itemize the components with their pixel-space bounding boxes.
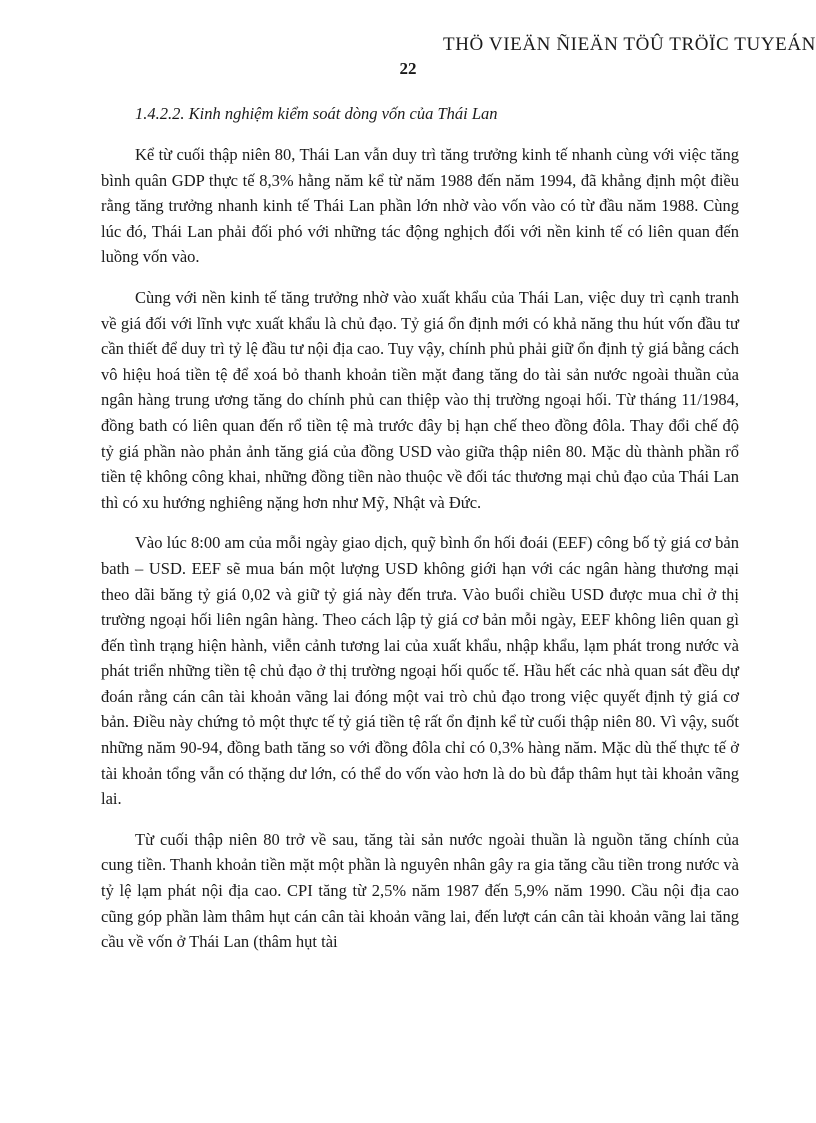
paragraph: Kể từ cuối thập niên 80, Thái Lan vẫn duy trì tăng trưởng kinh tế nhanh cùng với việc tăng bình quân GDP thực tế 8,3% hằng năm kể từ năm 1988 đến năm 1994, đã khẳng định một điều rằng tăng trưởng nhanh kinh tế Thái Lan phần lớn nhờ vào vốn vào có từ đầu năm 1988. Cùng lúc đó, Thái Lan phải đối phó với những tác động nghịch đối với nền kinh tế có liên quan đến luồng vốn vào. — [101, 145, 739, 267]
section-heading: 1.4.2.2. Kinh nghiệm kiểm soát dòng vốn của Thái Lan — [135, 104, 498, 123]
paragraph: Cùng với nền kinh tế tăng trưởng nhờ vào xuất khẩu của Thái Lan, việc duy trì cạnh tranh về giá đối với lĩnh vực xuất khẩu là chủ đạo. Tỷ giá ổn định mới có khả năng thu hút vốn đầu tư cần thiết để duy trì tỷ lệ đầu tư nội địa cao. Tuy vậy, chính phủ phải giữ ổn định tỷ giá bằng cách vô hiệu hoá tiền tệ để xoá bỏ thanh khoản tiền mặt đang tăng do tài sản nước ngoài thuần của ngân hàng trung ương tăng do chính phủ can thiệp vào thị trường ngoại hối. Từ tháng 11/1984, đồng bath có liên quan đến rổ tiền tệ mà trước đây bị hạn chế theo đồng đôla. Thay đổi chế độ tỷ giá phần nào phản ảnh tăng giá của đồng USD vào giữa thập niên 80. Mặc dù thành phần rổ tiền tệ không công khai, những đồng tiền nào thuộc về đối tác thương mại chủ đạo của Thái Lan thì có xu hướng nghiêng nặng hơn như Mỹ, Nhật và Đức. — [101, 287, 739, 512]
page-number: 22 — [399, 59, 417, 78]
body-text — [101, 142, 739, 970]
library-header: THÖ VIEÄN ÑIEÄN TÖÛ TRÖÏC TUYEÁN — [443, 34, 816, 55]
paragraph: Vào lúc 8:00 am của mỗi ngày giao dịch, quỹ bình ổn hối đoái (EEF) công bố tỷ giá cơ bản bath – USD. EEF sẽ mua bán một lượng USD không giới hạn với các ngân hàng thương mại theo dãi băng tỷ giá 0,02 và giữ tỷ giá này đến trưa. Vào buổi chiều USD được mua chỉ ở thị trường ngoại hối liên ngân hàng. Theo cách lập tỷ giá cơ bản mỗi ngày, EEF không liên quan gì đến tình trạng hiện hành, viễn cảnh tương lai của xuất khẩu, nhập khẩu, lạm phát trong nước và phát triển những tiền tệ chủ đạo ở thị trường ngoại hối quốc tế. Hầu hết các nhà quan sát đều dự đoán rằng cán cân tài khoản vãng lai đóng một vai trò chủ đạo trong việc quyết định tỷ giá cơ bản. Điều này chứng tỏ một thực tế tỷ giá tiền tệ rất ổn định kể từ cuối thập niên 80. Vì vậy, suốt những năm 90-94, đồng bath tăng so với đồng đôla chỉ có 0,3% hàng năm. Mặc dù thế thực tế ở tài khoản tổng vẫn có thặng dư lớn, có thể do vốn vào hơn là do bù đắp thâm hụt tài khoản vãng lai. — [101, 533, 739, 809]
paragraph: Từ cuối thập niên 80 trở về sau, tăng tài sản nước ngoài thuần là nguồn tăng chính của cung tiền. Thanh khoản tiền mặt một phần là nguyên nhân gây ra gia tăng cầu tiền trong nước và tỷ lệ lạm phát nội địa cao. CPI tăng từ 2,5% năm 1987 đến 5,9% năm 1990. Cầu nội địa cao cũng góp phần làm thâm hụt cán cân tài khoản vãng lai, đến lượt cán cân tài khoản vãng lai tăng cầu về vốn ở Thái Lan (thâm hụt tài — [101, 829, 739, 952]
